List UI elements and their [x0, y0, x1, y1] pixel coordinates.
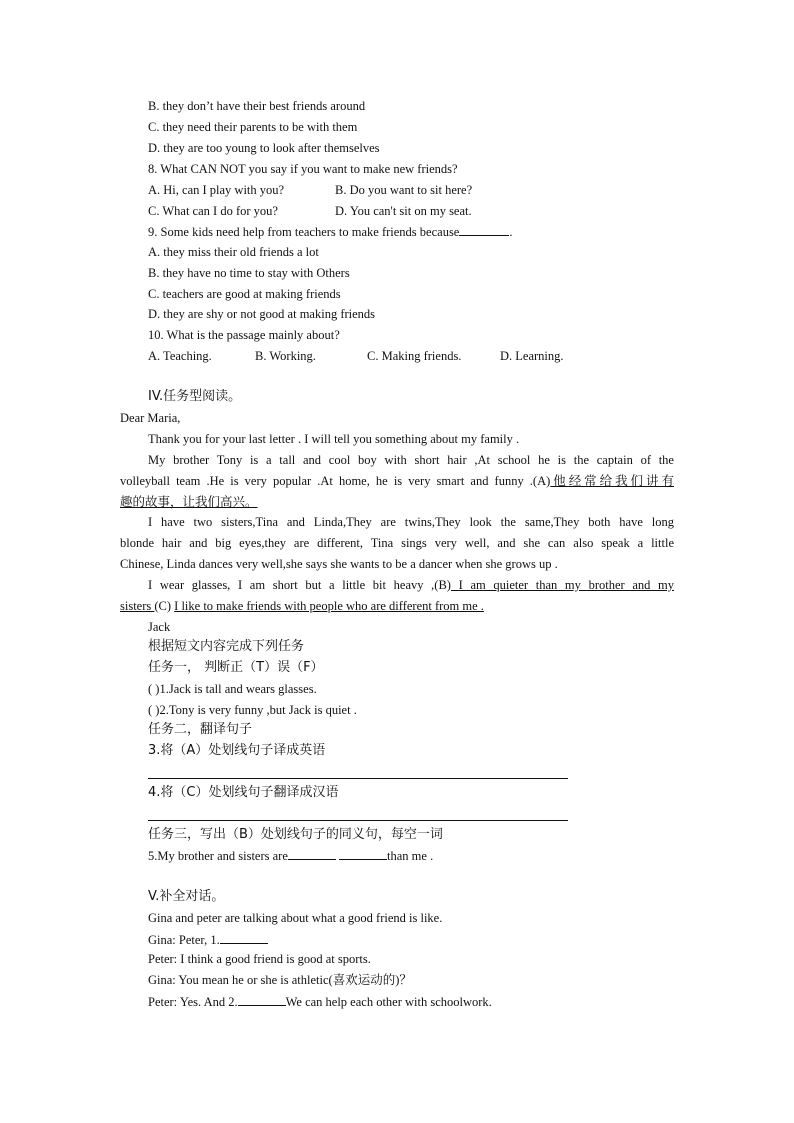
underlined-sentence-b-part1: I am quieter than my brother and my — [450, 578, 675, 592]
task2-question-3: 3.将（A）处划线句子译成英语 — [148, 743, 326, 758]
dialogue-line-1 — [148, 931, 268, 948]
letter-p3-line2: blonde hair and big eyes,they are different, Tina sings very well, and she can also speak a little — [120, 536, 674, 550]
underlined-sentence-a-part1: 他经常给我们讲有 — [550, 473, 674, 488]
section5-heading: V.补全对话。 — [148, 889, 225, 904]
task1-question-1: ( )1.Jack is tall and wears glasses. — [148, 682, 317, 696]
q5-blank-2[interactable] — [339, 847, 387, 860]
q8-option-a: A. Hi, can I play with you? — [148, 183, 285, 197]
q9-option-c: C. teachers are good at making friends — [148, 287, 341, 301]
q9-stem-line: 9. Some kids need help from teachers to make friends because . — [148, 225, 513, 239]
letter-salutation: Dear Maria, — [120, 411, 181, 425]
dialogue-line-2: Peter: I think a good friend is good at sports. — [148, 952, 371, 966]
letter-p4-line1 — [148, 577, 674, 593]
underlined-sentence-c: I like to make friends with people who are different from me . — [174, 599, 484, 613]
q10-option-c: C. Making friends. — [367, 349, 462, 363]
q10-option-a: A. Teaching. — [148, 349, 212, 363]
task2-heading: 任务二，翻译句子 — [148, 722, 253, 737]
q9-option-a: A. they miss their old friends a lot — [148, 245, 319, 259]
dialogue-line-4-end: We can help each other with schoolwork. — [285, 995, 492, 1009]
p2-text: volleyball team .He is very popular .At home, he is very smart and funny .(A) — [120, 474, 551, 488]
q10-options — [148, 348, 564, 364]
letter-p2-line2 — [120, 473, 674, 489]
dialogue-line-4-text: Peter: Yes. And 2. — [148, 995, 238, 1009]
task1-heading: 任务一， 判断正（T）误（F） — [148, 660, 324, 675]
task-instruction: 根据短文内容完成下列任务 — [148, 639, 305, 654]
answer-line-4[interactable] — [148, 820, 568, 821]
p4-text: I wear glasses, I am short but a little bit heavy ,(B) — [148, 578, 451, 592]
q10-option-d: D. Learning. — [500, 349, 564, 363]
dialogue-blank-1[interactable] — [220, 931, 268, 944]
letter-p4-line2 — [120, 598, 674, 614]
dialogue-line-3-end: )？ — [395, 973, 412, 987]
q8-option-c: C. What can I do for you? — [148, 204, 278, 218]
dialogue-line-3-zh: 喜欢运动的 — [332, 972, 396, 987]
letter-paragraph-1: Thank you for your last letter . I will tell you something about my family . — [148, 432, 520, 446]
q9-stem: 9. Some kids need help from teachers to make friends because — [148, 225, 460, 239]
task3-heading: 任务三，写出（B）处划线句子的同义句，每空一词 — [148, 827, 443, 842]
q8-stem: 8. What CAN NOT you say if you want to make new friends? — [148, 162, 458, 176]
letter-signature: Jack — [148, 620, 171, 634]
dialogue-line-3 — [148, 972, 412, 988]
letter-p2-line3 — [120, 494, 674, 510]
q5-text-start: 5.My brother and sisters are — [148, 849, 288, 863]
q8-options-row2 — [148, 203, 472, 219]
q5-text-end: than me . — [387, 849, 434, 863]
q10-option-b: B. Working. — [255, 349, 316, 363]
letter-p2-line1: My brother Tony is a tall and cool boy with short hair ,At school he is the captain of the — [148, 453, 674, 467]
dialogue-line-1-text: Gina: Peter, 1. — [148, 933, 220, 947]
q7-option-b: B. they don’t have their best friends around — [148, 99, 366, 113]
q9-option-d: D. they are shy or not good at making friends — [148, 307, 376, 321]
dialogue-blank-2[interactable] — [238, 993, 286, 1006]
answer-line-3[interactable] — [148, 778, 568, 779]
task2-question-4: 4.将（C）处划线句子翻译成汉语 — [148, 785, 339, 800]
q8-option-d: D. You can't sit on my seat. — [335, 204, 472, 218]
task1-question-2: ( )2.Tony is very funny ,but Jack is quiet . — [148, 703, 357, 717]
q7-option-d: D. they are too young to look after themselves — [148, 141, 380, 155]
dialogue-line-4 — [148, 993, 492, 1010]
letter-p3-line1: I have two sisters,Tina and Linda,They are twins,They look the same,They both have long — [148, 515, 674, 529]
q8-options-row1 — [148, 182, 472, 198]
dialogue-intro: Gina and peter are talking about what a good friend is like. — [148, 911, 443, 925]
task3-question-5 — [148, 847, 433, 864]
q10-stem: 10. What is the passage mainly about? — [148, 328, 340, 342]
q8-option-b: B. Do you want to sit here? — [335, 183, 473, 197]
section4-heading: IV.任务型阅读。 — [148, 389, 242, 404]
letter-p3-line3: Chinese, Linda dances very well,she says she wants to be a dancer when she grows up . — [120, 557, 558, 571]
dialogue-line-3-text: Gina: You mean he or she is athletic( — [148, 973, 333, 987]
q9-blank — [459, 223, 509, 236]
underlined-sentence-a-part2: 趣的故事，让我们高兴。 — [120, 494, 258, 509]
q7-option-c: C. they need their parents to be with them — [148, 120, 358, 134]
label-c: (C) — [154, 599, 175, 613]
q5-blank-1[interactable] — [288, 847, 336, 860]
underlined-sentence-b-part2: sisters — [120, 599, 155, 613]
q9-option-b: B. they have no time to stay with Others — [148, 266, 350, 280]
